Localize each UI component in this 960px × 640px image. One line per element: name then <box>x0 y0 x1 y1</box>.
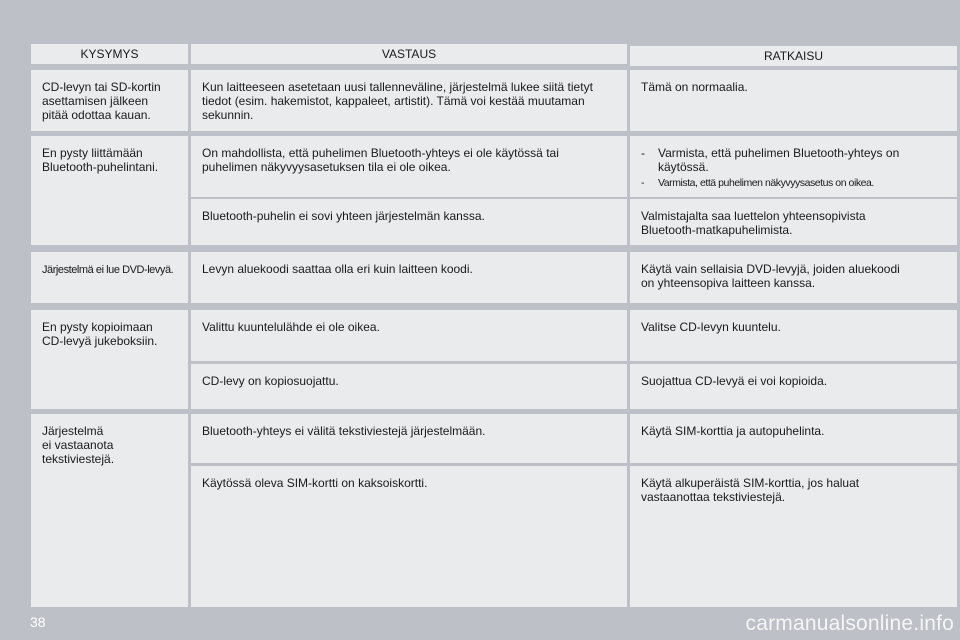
header-question: KYSYMYS <box>31 44 188 64</box>
solution-list-item: - Varmista, että puhelimen näkyvyysasetus on oikea. <box>641 176 947 190</box>
answer-cell: Valittu kuuntelulähde ei ole oikea. <box>191 310 627 361</box>
answer-cell: Bluetooth-yhteys ei välitä tekstiviestejä järjestelmään. <box>191 414 627 463</box>
solution-cell: Käytä alkuperäistä SIM-korttia, jos haluat vastaanottaa tekstiviestejä. <box>630 466 957 607</box>
solution-list <box>641 146 947 190</box>
solution-cell: Käytä vain sellaisia DVD-levyjä, joiden aluekoodi on yhteensopiva laitteen kanssa. <box>630 252 957 303</box>
answer-cell: CD-levy on kopiosuojattu. <box>191 364 627 409</box>
header-solution: RATKAISU <box>630 46 957 66</box>
header-answer: VASTAUS <box>191 44 627 64</box>
answer-cell: Käytössä oleva SIM-kortti on kaksoiskortti. <box>191 466 627 607</box>
question-cell: En pysty kopioimaan CD-levyä jukeboksiin. <box>31 310 188 409</box>
answer-cell: Bluetooth-puhelin ei sovi yhteen järjestelmän kanssa. <box>191 199 627 245</box>
watermark: carmanualsonline.info <box>745 612 954 635</box>
answer-cell: On mahdollista, että puhelimen Bluetooth-yhteys ei ole käytössä tai puhelimen näkyvyysasetuksen tila ei ole oikea. <box>191 136 627 197</box>
question-cell: CD-levyn tai SD-kortin asettamisen jälkeen pitää odottaa kauan. <box>31 70 188 131</box>
answer-cell: Kun laitteeseen asetetaan uusi tallenneväline, järjestelmä lukee siitä tietyt tiedot (esim. hakemistot, kappaleet, artistit). Tämä voi kestää muutaman sekunnin. <box>191 70 627 131</box>
solution-cell <box>630 136 957 197</box>
question-cell: Järjestelmä ei lue DVD-levyä. <box>31 252 188 303</box>
solution-cell: Valmistajalta saa luettelon yhteensopivista Bluetooth-matkapuhelimista. <box>630 199 957 245</box>
question-cell: En pysty liittämään Bluetooth-puhelintani. <box>31 136 188 245</box>
solution-list-item: - Varmista, että puhelimen Bluetooth-yhteys on käytössä. <box>641 146 947 174</box>
solution-cell: Käytä SIM-korttia ja autopuhelinta. <box>630 414 957 463</box>
solution-cell: Suojattua CD-levyä ei voi kopioida. <box>630 364 957 409</box>
solution-cell: Valitse CD-levyn kuuntelu. <box>630 310 957 361</box>
answer-cell: Levyn aluekoodi saattaa olla eri kuin laitteen koodi. <box>191 252 627 303</box>
page-number: 38 <box>30 614 46 630</box>
solution-cell: Tämä on normaalia. <box>630 70 957 131</box>
question-cell: Järjestelmä ei vastaanota tekstiviestejä. <box>31 414 188 607</box>
